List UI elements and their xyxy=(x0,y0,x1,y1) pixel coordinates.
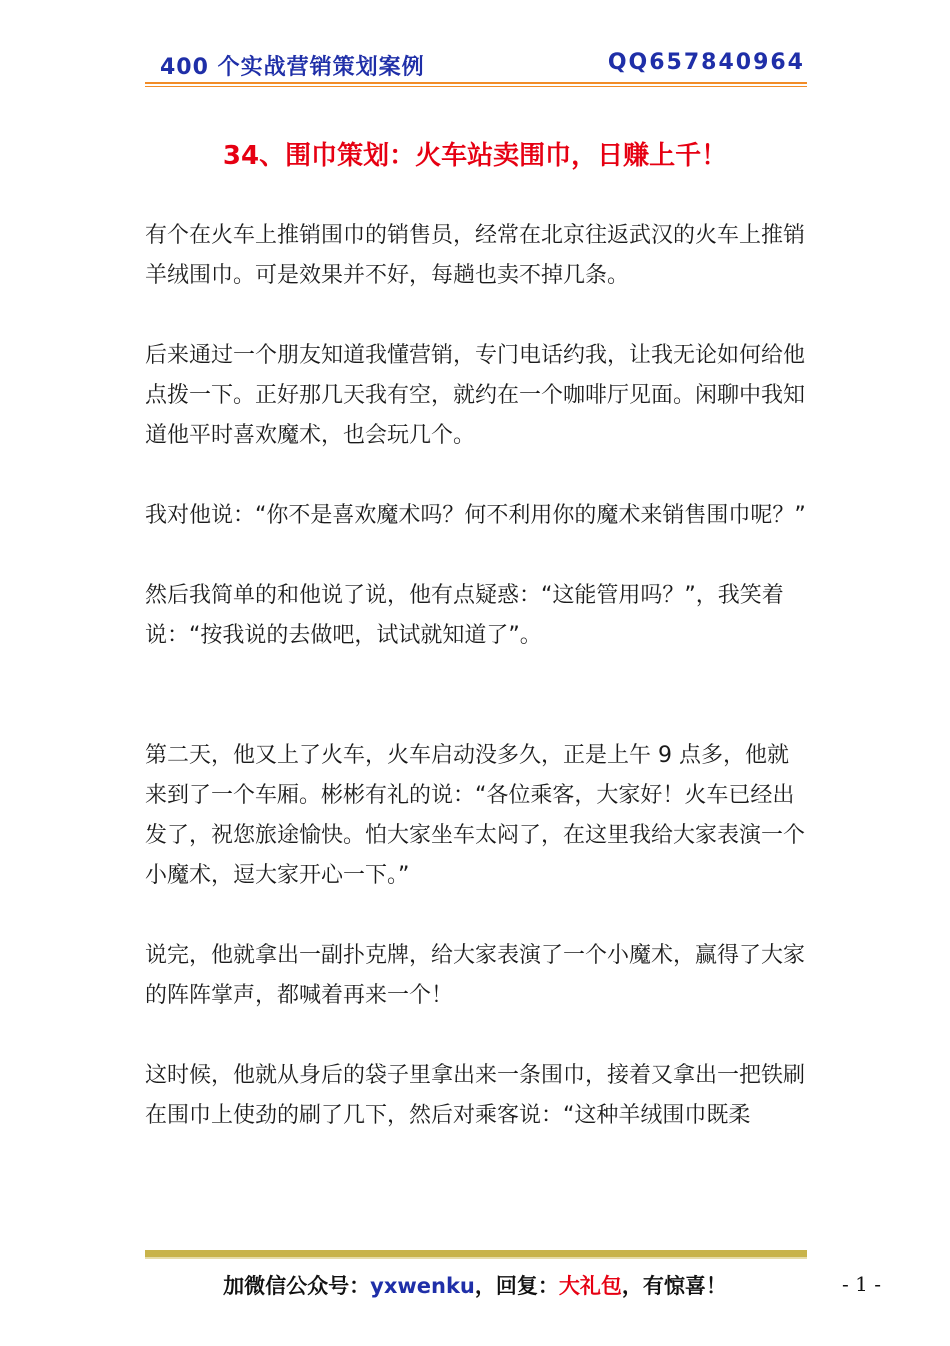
paragraph: 第二天，他又上了火车，火车启动没多久，正是上午 9 点多，他就来到了一个车厢。彬彬有礼的说：“各位乘客，大家好！火车已经出发了，祝您旅途愉快。怕大家坐车太闷了，在这里我给大家表演一个小魔术，逗大家开心一下。” xyxy=(145,743,806,888)
footer-middle: ，回复： xyxy=(474,1274,559,1298)
article-title: 34、围巾策划：火车站卖围巾，日赚上千！ xyxy=(222,141,728,171)
paragraph: 这时候，他就从身后的袋子里拿出来一条围巾，接着又拿出一把铁刷在围巾上使劲的刷了几下，然后对乘客说：“这种羊绒围巾既柔 xyxy=(145,1063,806,1128)
header-divider xyxy=(145,82,807,87)
footer-promo xyxy=(0,1270,950,1300)
paragraph: 我对他说：“你不是喜欢魔术吗？何不利用你的魔术来销售围巾呢？” xyxy=(145,503,806,528)
paragraph: 说完，他就拿出一副扑克牌，给大家表演了一个小魔术，赢得了大家的阵阵掌声，都喊着再来一个！ xyxy=(145,943,806,1008)
footer-suffix: ，有惊喜！ xyxy=(621,1274,727,1298)
footer-divider xyxy=(145,1250,807,1259)
header-qq: QQ657840964 xyxy=(607,50,805,75)
footer-prefix: 加微信公众号： xyxy=(223,1274,371,1298)
footer-account: yxwenku xyxy=(370,1274,475,1298)
paragraph: 然后我简单的和他说了说，他有点疑惑：“这能管用吗？”，我笑着说：“按我说的去做吧，试试就知道了”。 xyxy=(145,583,784,648)
page-number: - 1 - xyxy=(842,1272,881,1296)
paragraph: 后来通过一个朋友知道我懂营销，专门电话约我，让我无论如何给他点拨一下。正好那几天我有空，就约在一个咖啡厅见面。闲聊中我知道他平时喜欢魔术，也会玩几个。 xyxy=(145,343,806,448)
article-body xyxy=(145,216,810,1176)
header-title: 400 个实战营销策划案例 xyxy=(160,55,425,80)
paragraph: 有个在火车上推销围巾的销售员，经常在北京往返武汉的火车上推销羊绒围巾。可是效果并不好，每趟也卖不掉几条。 xyxy=(145,223,806,288)
footer-gift: 大礼包 xyxy=(558,1274,622,1298)
